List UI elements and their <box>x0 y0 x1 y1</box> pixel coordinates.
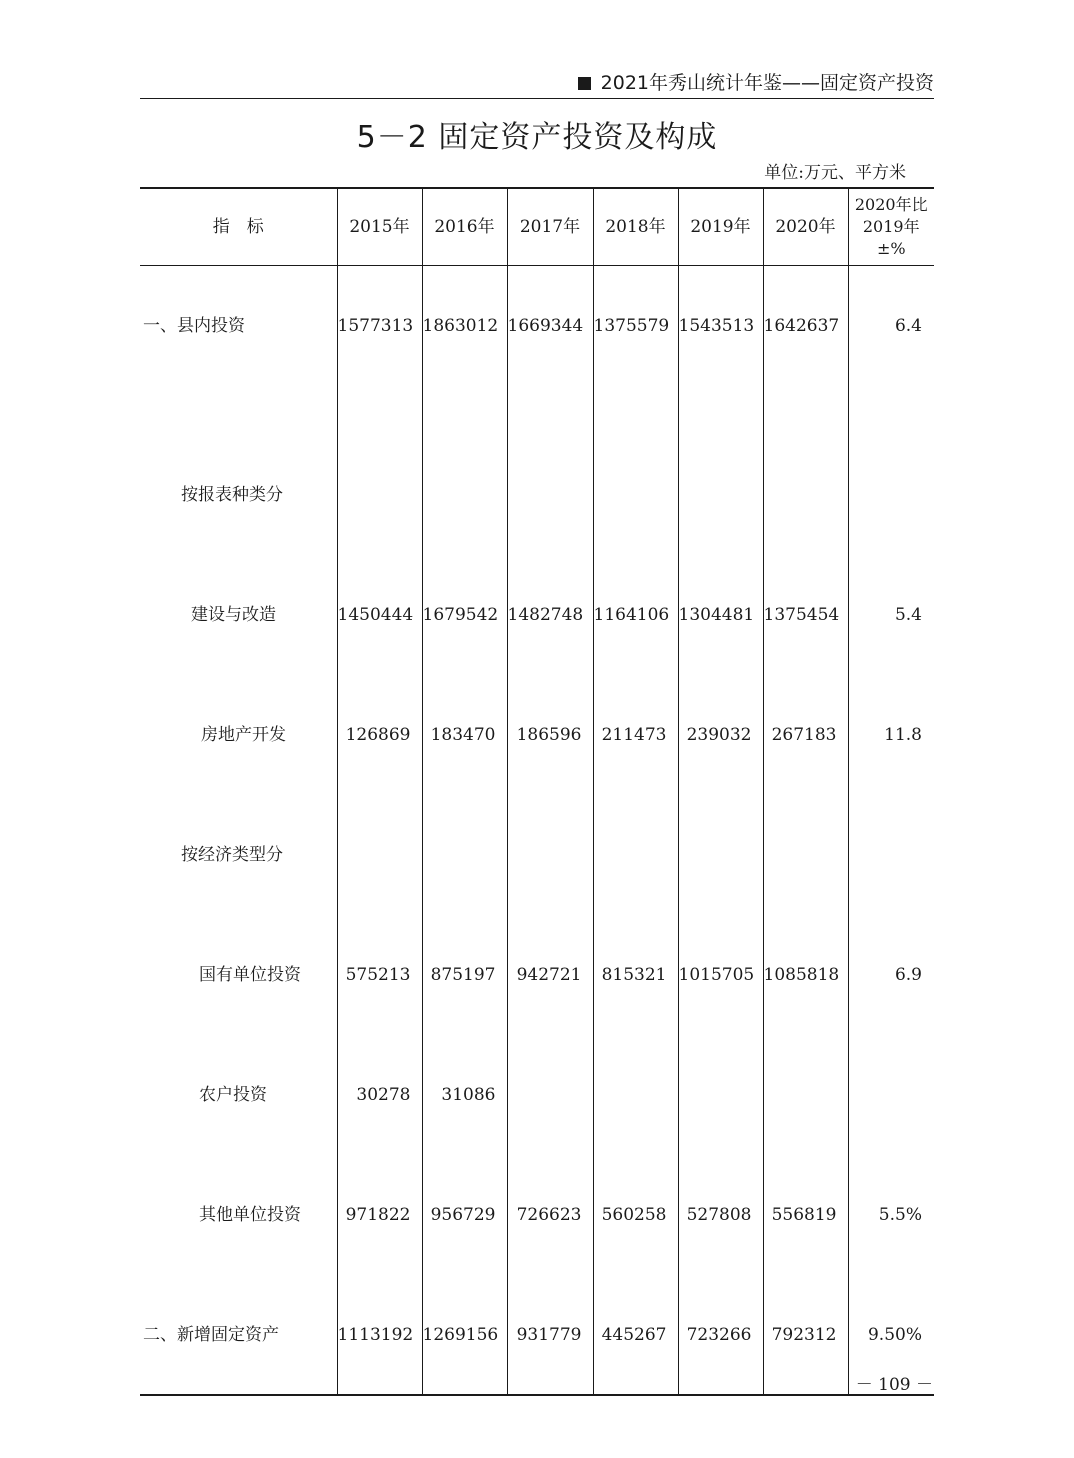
cell-2018: 211473 <box>593 675 678 795</box>
cell-2016 <box>422 435 507 555</box>
header-row <box>140 188 934 266</box>
cell-change: 6.4 <box>848 266 934 436</box>
header-change-line3: ±% <box>876 239 906 258</box>
cell-2015: 1577313 <box>337 266 422 436</box>
row-label: 一、县内投资 <box>143 316 245 336</box>
cell-2020: 1085818 <box>763 915 848 1035</box>
row-label: 国有单位投资 <box>199 965 301 985</box>
header-2015: 2015年 <box>337 188 422 266</box>
header-indicator: 指 标 <box>212 217 264 237</box>
row-label: 按经济类型分 <box>181 845 283 865</box>
running-head <box>140 70 934 96</box>
header-change-line1: 2020年比 <box>854 195 928 214</box>
cell-change: 11.8 <box>848 675 934 795</box>
cell-2018 <box>593 1035 678 1155</box>
row-label: 按报表种类分 <box>181 485 283 505</box>
cell-change: 9.50% <box>848 1275 934 1395</box>
cell-2018: 445267 <box>593 1275 678 1395</box>
cell-2017: 1482748 <box>507 555 593 675</box>
cell-2015: 126869 <box>337 675 422 795</box>
row-label: 农户投资 <box>199 1085 267 1105</box>
cell-2018: 815321 <box>593 915 678 1035</box>
cell-2019 <box>678 795 763 915</box>
header-2017: 2017年 <box>507 188 593 266</box>
cell-2017: 1669344 <box>507 266 593 436</box>
table-row <box>140 1155 934 1275</box>
table-row <box>140 915 934 1035</box>
cell-2019 <box>678 435 763 555</box>
cell-2016: 31086 <box>422 1035 507 1155</box>
cell-2017: 931779 <box>507 1275 593 1395</box>
cell-2016 <box>422 795 507 915</box>
table-row <box>140 675 934 795</box>
cell-2015: 1450444 <box>337 555 422 675</box>
cell-2017 <box>507 435 593 555</box>
cell-2017 <box>507 795 593 915</box>
header-change-line2: 2019年 <box>862 217 920 236</box>
running-head-text: 2021年秀山统计年鉴——固定资产投资 <box>600 72 934 94</box>
investment-table <box>140 187 934 1396</box>
cell-2016: 956729 <box>422 1155 507 1275</box>
cell-change: 5.5% <box>848 1155 934 1275</box>
header-2020: 2020年 <box>763 188 848 266</box>
cell-2018: 1164106 <box>593 555 678 675</box>
cell-2015: 30278 <box>337 1035 422 1155</box>
square-bullet-icon <box>578 77 591 90</box>
cell-2015: 1113192 <box>337 1275 422 1395</box>
unit-note: 单位:万元、平方米 <box>764 163 906 183</box>
cell-2018 <box>593 435 678 555</box>
table-row <box>140 555 934 675</box>
header-2018: 2018年 <box>593 188 678 266</box>
table-row <box>140 1275 934 1395</box>
header-2019: 2019年 <box>678 188 763 266</box>
cell-change <box>848 435 934 555</box>
cell-2019 <box>678 1035 763 1155</box>
header-2016: 2016年 <box>422 188 507 266</box>
cell-2020: 1642637 <box>763 266 848 436</box>
cell-2020: 267183 <box>763 675 848 795</box>
cell-2015: 575213 <box>337 915 422 1035</box>
cell-2018: 560258 <box>593 1155 678 1275</box>
cell-2020: 556819 <box>763 1155 848 1275</box>
row-label: 二、新增固定资产 <box>143 1325 279 1345</box>
cell-2016: 183470 <box>422 675 507 795</box>
cell-2016: 875197 <box>422 915 507 1035</box>
cell-2019: 1015705 <box>678 915 763 1035</box>
row-label: 房地产开发 <box>201 725 286 745</box>
cell-2015 <box>337 795 422 915</box>
cell-2017: 186596 <box>507 675 593 795</box>
cell-2020 <box>763 795 848 915</box>
cell-2019: 1543513 <box>678 266 763 436</box>
cell-2016: 1269156 <box>422 1275 507 1395</box>
cell-2017: 942721 <box>507 915 593 1035</box>
cell-2016: 1679542 <box>422 555 507 675</box>
cell-2019: 527808 <box>678 1155 763 1275</box>
table-row <box>140 435 934 555</box>
row-label: 建设与改造 <box>191 605 276 625</box>
cell-2020: 1375454 <box>763 555 848 675</box>
row-label: 其他单位投资 <box>199 1205 301 1225</box>
cell-change <box>848 795 934 915</box>
table-title: 5－2 固定资产投资及构成 <box>356 120 718 155</box>
header-rule <box>140 98 934 99</box>
cell-2019: 723266 <box>678 1275 763 1395</box>
cell-2015: 971822 <box>337 1155 422 1275</box>
cell-2017: 726623 <box>507 1155 593 1275</box>
cell-change: 5.4 <box>848 555 934 675</box>
page-number: － 109 － <box>855 1375 933 1395</box>
table-row <box>140 266 934 436</box>
cell-2015 <box>337 435 422 555</box>
cell-2020 <box>763 1035 848 1155</box>
cell-2019: 1304481 <box>678 555 763 675</box>
cell-2020 <box>763 435 848 555</box>
cell-2016: 1863012 <box>422 266 507 436</box>
cell-2018: 1375579 <box>593 266 678 436</box>
cell-change: 6.9 <box>848 915 934 1035</box>
cell-2019: 239032 <box>678 675 763 795</box>
cell-2017 <box>507 1035 593 1155</box>
header-change <box>848 188 934 266</box>
table-row <box>140 1035 934 1155</box>
cell-2020: 792312 <box>763 1275 848 1395</box>
cell-2018 <box>593 795 678 915</box>
table-row <box>140 795 934 915</box>
cell-change <box>848 1035 934 1155</box>
